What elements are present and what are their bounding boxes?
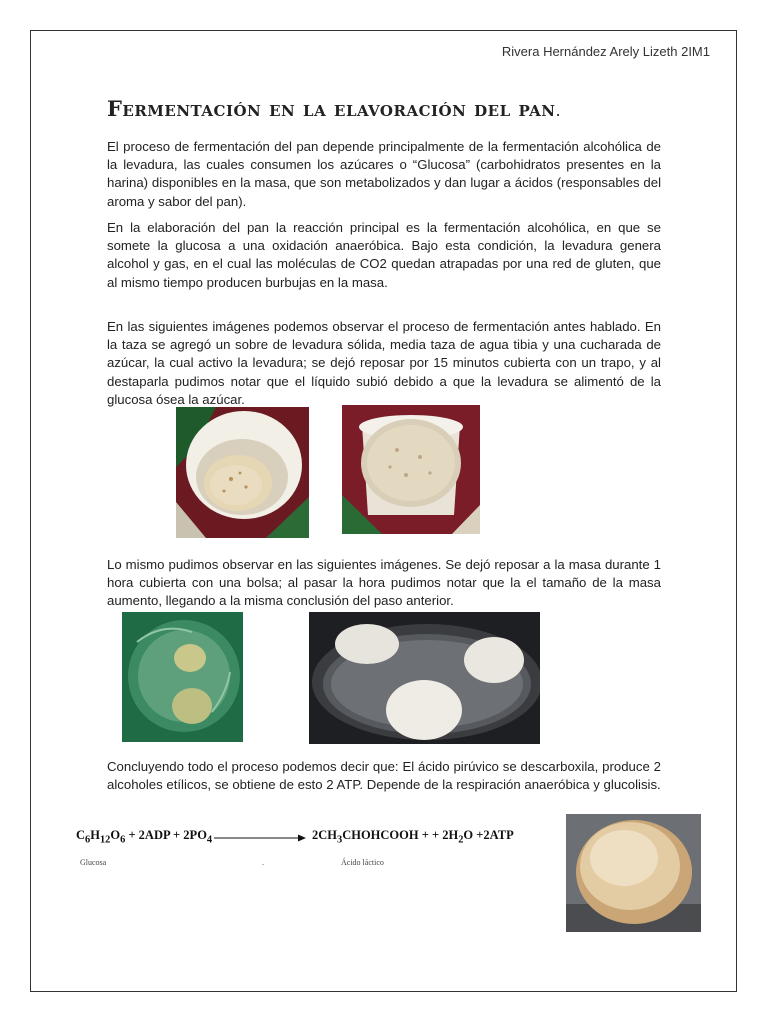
eq-o: O bbox=[110, 828, 121, 842]
eq-sub-2: 2 bbox=[458, 834, 464, 846]
photo-dough-in-bag bbox=[122, 612, 243, 742]
eq-sub-6b: 6 bbox=[120, 834, 126, 846]
paragraph-dough-experiment: Lo mismo pudimos observar en las siguientes imágenes. Se dejó reposar a la masa durante 1 hora cubierta con una bolsa; al pasar la hora pudimos notar que la el tamaño de la masa aumento, llegando a la misma conclusión del paso anterior. bbox=[107, 557, 661, 609]
eq-adp-po: + 2ADP + 2PO bbox=[125, 828, 207, 842]
eq-h: H bbox=[90, 828, 100, 842]
photo-baked-bread bbox=[566, 814, 701, 932]
eq-sub-4: 4 bbox=[206, 834, 213, 846]
photo-yeast-cup-before bbox=[176, 407, 309, 538]
eq-sub-3: 3 bbox=[337, 834, 343, 846]
eq-c: C bbox=[76, 828, 86, 842]
title-punctuation: . bbox=[555, 101, 562, 120]
title-text: Fermentación en la elavoración del pan bbox=[107, 96, 556, 121]
label-acido-lactico: Ácido láctico bbox=[341, 858, 384, 867]
photo-yeast-cup-after bbox=[342, 405, 480, 534]
eq-lactic-h: CHOHCOOH + + 2H bbox=[342, 828, 459, 842]
label-glucosa: Glucosa bbox=[80, 858, 107, 867]
eq-2ch: 2CH bbox=[312, 828, 337, 842]
document-title bbox=[107, 96, 561, 121]
photo-dough-balls-tray bbox=[309, 612, 540, 744]
paragraph-main-reaction: En la elaboración del pan la reacción principal es la fermentación alcohólica, en que se somete la glucosa a una oxidación anaeróbica. Bajo esta condición, la levadura genera alcohol y gas, en el cual las moléculas de CO2 quedan atrapadas por una red de gluten, que al mismo tiempo producen burbujas en la masa. bbox=[107, 220, 661, 290]
eq-o-atp: O +2ATP bbox=[463, 828, 514, 842]
paragraph-conclusion: Concluyendo todo el proceso podemos decir que: El ácido pirúvico se descarboxila, produce 2 alcoholes etílicos, se obtiene de esto 2 ATP. Depende de la respiración anaeróbica y glucolisis. bbox=[107, 759, 661, 793]
paragraph-fermentation-process: El proceso de fermentación del pan depende principalmente de la fermentación alcohólica de la levadura, las cuales consumen los azúcares o “Glucosa” (carbohidratos presentes en la harina) disponibles en la masa, que son metabolizados y dan lugar a ácidos (responsables del aroma y sabor del pan). bbox=[107, 139, 661, 209]
equation-products bbox=[312, 828, 514, 846]
paragraph-cup-experiment: En las siguientes imágenes podemos observar el proceso de fermentación antes hablado. En la taza se agregó un sobre de levadura sólida, media taza de agua tibia y una cucharada de azúcar, la cual activo la levadura; se dejó reposar por 15 minutos cubierta con un trapo, y al destaparla pudimos notar que el líquido subió debido a que la levadura se alimentó de la glucosa ósea la azúcar. bbox=[107, 319, 661, 407]
reaction-arrow-icon bbox=[214, 834, 306, 842]
eq-sub-12: 12 bbox=[99, 834, 111, 846]
equation-reactants bbox=[76, 828, 212, 846]
eq-sub-6a: 6 bbox=[85, 834, 91, 846]
label-mid-dot: . bbox=[262, 858, 264, 867]
author-name: Rivera Hernández Arely Lizeth 2IM1 bbox=[501, 44, 710, 59]
